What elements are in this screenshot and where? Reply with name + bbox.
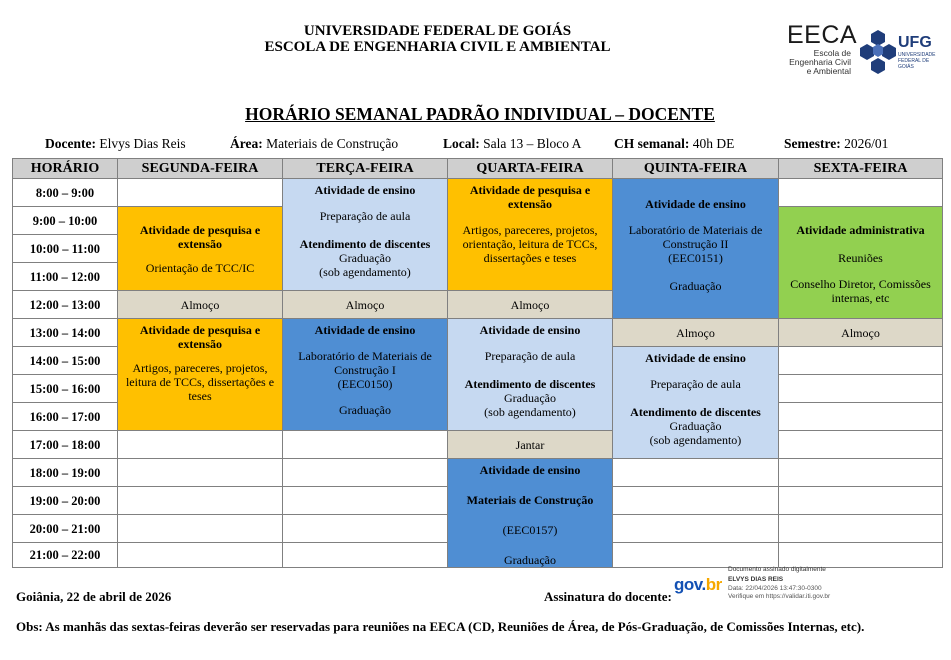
block-title: Atividade administrativa	[796, 223, 925, 237]
empty-slot	[778, 178, 943, 207]
observation-note: Obs: As manhãs das sextas-feiras deverão ser reservadas para reuniões na EECA (CD, Reuniões de Área, de Pós-Graduação, de Comissões Internas, etc).	[16, 619, 865, 634]
local-label: Local:	[443, 136, 480, 151]
eeca-sub-1: Escola de	[813, 48, 851, 58]
monday-research-block	[117, 318, 283, 431]
area-label: Área:	[230, 136, 263, 151]
time-slot: 13:00 – 14:00	[12, 318, 118, 347]
docente-label: Docente:	[45, 136, 96, 151]
wednesday-teaching-block	[447, 318, 613, 431]
empty-slot	[282, 542, 448, 568]
block-detail: Artigos, pareceres, projetos, orientação, leitura de TCCs, dissertações e teses	[462, 223, 598, 265]
empty-slot	[778, 486, 943, 515]
lunch-slot: Almoço	[612, 318, 779, 347]
time-slot: 21:00 – 22:00	[12, 542, 118, 568]
empty-slot	[778, 374, 943, 403]
university-name: UNIVERSIDADE FEDERAL DE GOIÁS	[303, 23, 572, 39]
ufg-logo-subtitle: UNIVERSIDADE FEDERAL DE GOIÁS	[898, 52, 936, 70]
schedule-table	[12, 158, 943, 568]
eeca-logo	[787, 22, 857, 78]
header-horario: HORÁRIO	[12, 158, 118, 179]
page-title: HORÁRIO SEMANAL PADRÃO INDIVIDUAL – DOCENTE	[245, 104, 715, 124]
empty-slot	[117, 458, 283, 487]
thursday-lab-block	[612, 178, 779, 319]
block-detail: (EEC0157)	[502, 523, 558, 537]
empty-slot	[778, 514, 943, 543]
time-slot: 11:00 – 12:00	[12, 262, 118, 291]
digital-signature-stamp	[674, 566, 874, 608]
block-detail: Graduação	[339, 251, 391, 265]
empty-slot	[612, 542, 779, 568]
time-slot: 8:00 – 9:00	[12, 178, 118, 207]
empty-slot	[778, 430, 943, 459]
time-slot: 9:00 – 10:00	[12, 206, 118, 235]
block-title: Atividade de pesquisa e extensão	[139, 222, 261, 251]
eeca-logo-subtitle	[787, 49, 851, 76]
header-terca: TERÇA-FEIRA	[282, 158, 448, 179]
block-subtitle: Atendimento de discentes	[299, 237, 431, 251]
time-slot: 14:00 – 15:00	[12, 346, 118, 375]
monday-research-block	[117, 206, 283, 291]
header-quarta: QUARTA-FEIRA	[447, 158, 613, 179]
time-slot: 16:00 – 17:00	[12, 402, 118, 431]
lunch-slot: Almoço	[117, 290, 283, 319]
block-detail: (sob agendamento)	[649, 433, 742, 447]
empty-slot	[612, 514, 779, 543]
semestre-label: Semestre:	[784, 136, 841, 151]
tuesday-teaching-block	[282, 178, 448, 291]
empty-slot	[778, 402, 943, 431]
eeca-sub-3: e Ambiental	[806, 66, 851, 76]
signature-label: Assinatura do docente:	[544, 589, 672, 604]
eeca-sub-2: Engenharia Civil	[789, 57, 851, 67]
block-detail: Graduação	[669, 279, 722, 293]
time-slot: 10:00 – 11:00	[12, 234, 118, 263]
empty-slot	[282, 514, 448, 543]
friday-admin-block	[778, 206, 943, 319]
empty-slot	[612, 486, 779, 515]
block-detail: Preparação de aula	[650, 377, 741, 391]
header-sexta: SEXTA-FEIRA	[778, 158, 943, 179]
time-slot: 17:00 – 18:00	[12, 430, 118, 459]
ch-value: 40h DE	[692, 136, 735, 151]
school-name: ESCOLA DE ENGENHARIA CIVIL E AMBIENTAL	[264, 39, 611, 55]
empty-slot	[282, 430, 448, 459]
block-detail: Graduação	[669, 419, 722, 433]
block-title: Atividade de ensino	[645, 197, 746, 211]
block-detail: Conselho Diretor, Comissões internas, etc	[790, 277, 931, 305]
block-detail: Preparação de aula	[319, 209, 411, 223]
thursday-teaching-block	[612, 346, 779, 459]
block-detail: Graduação	[504, 553, 556, 567]
lunch-slot: Almoço	[778, 318, 943, 347]
time-slot: 20:00 – 21:00	[12, 514, 118, 543]
block-subtitle: Materiais de Construção	[466, 493, 594, 507]
empty-slot	[282, 458, 448, 487]
ufg-logo	[858, 28, 946, 74]
block-detail: Artigos, pareceres, projetos, leitura de TCCs, dissertações e teses	[125, 361, 275, 403]
block-detail: Laboratório de Materiais de Construção II	[628, 223, 763, 251]
local-value: Sala 13 – Bloco A	[483, 136, 582, 151]
block-detail: Graduação	[504, 391, 556, 405]
tuesday-lab-block	[282, 318, 448, 431]
wednesday-research-block	[447, 178, 613, 291]
ufg-hexagon-icon	[858, 28, 898, 74]
docente-value: Elvys Dias Reis	[99, 136, 186, 151]
signer-name: ELVYS DIAS REIS	[728, 576, 784, 583]
govbr-logo-br: br	[705, 575, 722, 594]
empty-slot	[117, 542, 283, 568]
semestre-value: 2026/01	[844, 136, 889, 151]
time-slot: 18:00 – 19:00	[12, 458, 118, 487]
area-value: Materiais de Construção	[266, 136, 399, 151]
header-segunda: SEGUNDA-FEIRA	[117, 158, 283, 179]
block-title: Atividade de ensino	[479, 323, 581, 337]
empty-slot	[117, 430, 283, 459]
block-title: Atividade de ensino	[479, 463, 581, 477]
empty-slot	[778, 346, 943, 375]
empty-slot	[282, 486, 448, 515]
signature-caption: Documento assinado digitalmente	[728, 566, 826, 573]
info-line	[0, 136, 951, 152]
block-detail: (EEC0151)	[668, 251, 723, 265]
eeca-logo-text: EECA	[787, 21, 858, 49]
empty-slot	[117, 486, 283, 515]
empty-slot	[778, 458, 943, 487]
wednesday-class-block	[447, 458, 613, 568]
ufg-logo-text: UFG	[898, 34, 932, 51]
local-field	[443, 136, 581, 152]
time-slot: 19:00 – 20:00	[12, 486, 118, 515]
signature-date: Data: 22/04/2026 13:47:30-0300	[728, 585, 822, 592]
block-detail: (sob agendamento)	[484, 405, 576, 419]
docente-field	[45, 136, 186, 152]
block-detail: (EEC0150)	[337, 377, 393, 391]
empty-slot	[117, 514, 283, 543]
ch-label: CH semanal:	[614, 136, 690, 151]
block-title: Atividade de ensino	[314, 183, 416, 197]
block-detail: Laboratório de Materiais de Construção I	[298, 349, 432, 377]
institution-header	[200, 23, 675, 55]
block-title: Atividade de ensino	[314, 323, 416, 337]
dinner-slot: Jantar	[447, 430, 613, 459]
document-date: Goiânia, 22 de abril de 2026	[16, 589, 172, 604]
empty-slot	[612, 458, 779, 487]
block-detail: Preparação de aula	[484, 349, 576, 363]
govbr-logo-gov: gov.	[674, 575, 706, 594]
govbr-logo	[674, 575, 722, 595]
block-detail: Reuniões	[838, 251, 883, 265]
time-slot: 15:00 – 16:00	[12, 374, 118, 403]
area-field	[230, 136, 398, 152]
header-quinta: QUINTA-FEIRA	[612, 158, 779, 179]
empty-slot	[117, 178, 283, 207]
block-title: Atividade de pesquisa e extensão	[139, 323, 261, 351]
block-detail: Orientação de TCC/IC	[145, 260, 255, 275]
block-title: Atividade de pesquisa e extensão	[469, 183, 591, 211]
empty-slot	[778, 542, 943, 568]
block-subtitle: Atendimento de discentes	[630, 405, 761, 419]
ch-field	[614, 136, 734, 152]
block-title: Atividade de ensino	[645, 351, 746, 365]
verify-link[interactable]: Verifique em https://validar.iti.gov.br	[728, 593, 831, 600]
block-subtitle: Atendimento de discentes	[464, 377, 596, 391]
semestre-field	[784, 136, 888, 152]
block-detail: (sob agendamento)	[319, 265, 411, 279]
lunch-slot: Almoço	[447, 290, 613, 319]
time-slot: 12:00 – 13:00	[12, 290, 118, 319]
block-detail: Graduação	[339, 403, 391, 417]
lunch-slot: Almoço	[282, 290, 448, 319]
